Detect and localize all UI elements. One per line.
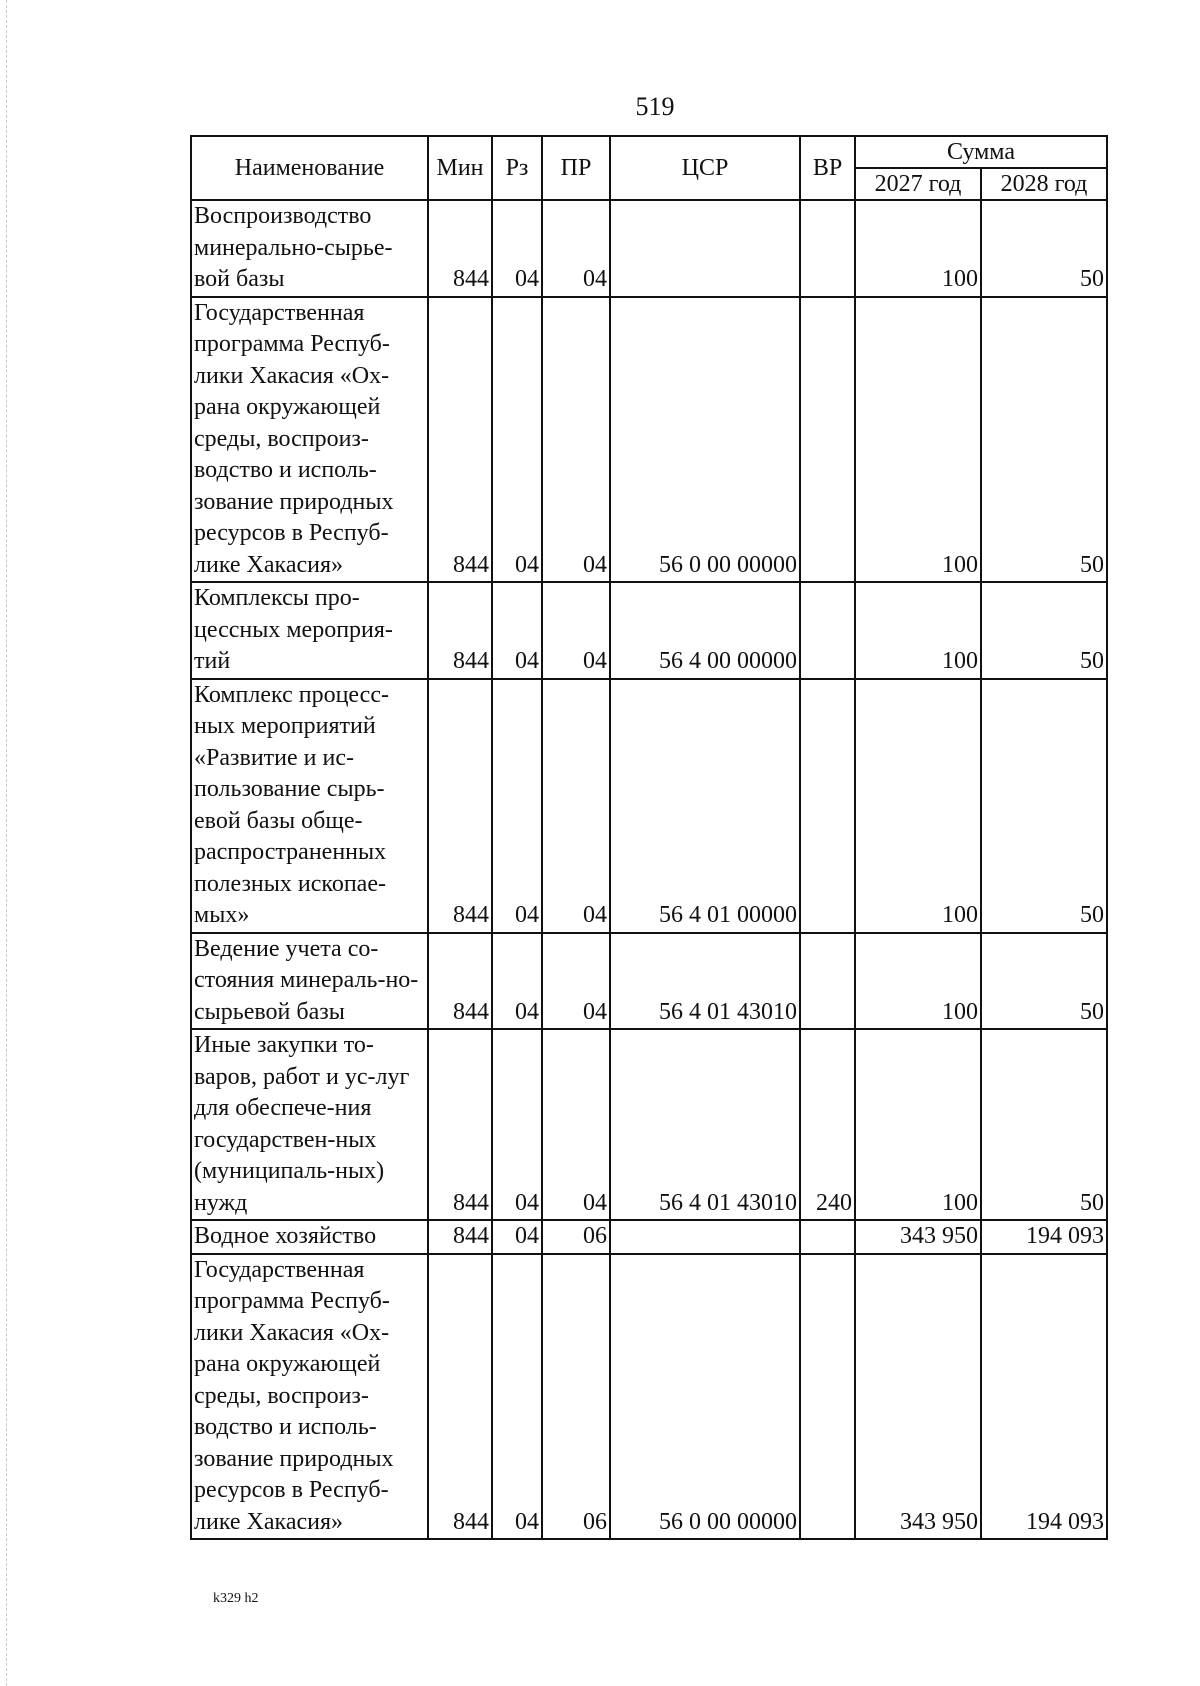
cell-y2027: 100: [855, 1029, 981, 1220]
header-csr: ЦСР: [610, 136, 800, 200]
cell-min: 844: [428, 1220, 492, 1254]
cell-csr: 56 4 01 43010: [610, 1029, 800, 1220]
cell-pr: 04: [542, 1029, 610, 1220]
cell-csr: 56 0 00 00000: [610, 1254, 800, 1540]
cell-rz: 04: [492, 1254, 542, 1540]
table-row: [191, 297, 1107, 583]
cell-vr: [800, 200, 855, 297]
header-vr: ВР: [800, 136, 855, 200]
cell-csr: 56 4 01 43010: [610, 933, 800, 1030]
cell-y2027: 343 950: [855, 1254, 981, 1540]
cell-name: Иные закупки то-варов, работ и ус-луг для обеспече-ния государствен-ных (муниципаль-ных) нужд: [191, 1029, 428, 1220]
header-year-2027: 2027 год: [855, 168, 981, 200]
cell-rz: 04: [492, 933, 542, 1030]
cell-min: 844: [428, 679, 492, 933]
cell-pr: 06: [542, 1220, 610, 1254]
cell-min: 844: [428, 582, 492, 679]
cell-y2027: 100: [855, 297, 981, 583]
cell-rz: 04: [492, 582, 542, 679]
cell-name: Ведение учета со-стояния минераль-но-сырьевой базы: [191, 933, 428, 1030]
cell-y2028: 50: [981, 582, 1107, 679]
table-header: [191, 136, 1107, 200]
cell-vr: [800, 297, 855, 583]
cell-csr: [610, 200, 800, 297]
footer-code: k329 h2: [213, 1591, 259, 1606]
table-row: [191, 679, 1107, 933]
cell-vr: [800, 933, 855, 1030]
table-row: [191, 933, 1107, 1030]
header-min: Мин: [428, 136, 492, 200]
cell-name: Воспроизводство минерально-сырье-вой базы: [191, 200, 428, 297]
cell-min: 844: [428, 200, 492, 297]
cell-vr: 240: [800, 1029, 855, 1220]
cell-csr: [610, 1220, 800, 1254]
cell-pr: 06: [542, 1254, 610, 1540]
page-number: 519: [635, 92, 675, 121]
cell-y2027: 100: [855, 679, 981, 933]
cell-y2028: 50: [981, 933, 1107, 1030]
cell-pr: 04: [542, 582, 610, 679]
cell-y2027: 343 950: [855, 1220, 981, 1254]
cell-vr: [800, 679, 855, 933]
cell-y2027: 100: [855, 933, 981, 1030]
cell-y2028: 194 093: [981, 1220, 1107, 1254]
cell-rz: 04: [492, 1220, 542, 1254]
cell-vr: [800, 1220, 855, 1254]
header-name: Наименование: [191, 136, 428, 200]
cell-rz: 04: [492, 1029, 542, 1220]
cell-pr: 04: [542, 933, 610, 1030]
table-row: [191, 1029, 1107, 1220]
header-year-2028: 2028 год: [981, 168, 1107, 200]
header-pr: ПР: [542, 136, 610, 200]
cell-min: 844: [428, 933, 492, 1030]
cell-pr: 04: [542, 200, 610, 297]
cell-min: 844: [428, 297, 492, 583]
cell-csr: 56 4 00 00000: [610, 582, 800, 679]
cell-name: Комплекс процесс-ных мероприятий «Развитие и ис-пользование сырь-евой базы обще-распространенных полезных ископае-мых»: [191, 679, 428, 933]
budget-table: [190, 135, 1108, 1540]
cell-y2028: 194 093: [981, 1254, 1107, 1540]
table-row: [191, 582, 1107, 679]
cell-rz: 04: [492, 679, 542, 933]
cell-name: Государственная программа Респуб-лики Хакасия «Ох-рана окружающей среды, воспроиз-водство и исполь-зование природных ресурсов в Респуб-лике Хакасия»: [191, 297, 428, 583]
cell-y2027: 100: [855, 582, 981, 679]
cell-pr: 04: [542, 679, 610, 933]
table-row: [191, 1254, 1107, 1540]
cell-rz: 04: [492, 297, 542, 583]
cell-vr: [800, 582, 855, 679]
cell-y2028: 50: [981, 679, 1107, 933]
table-body: [191, 200, 1107, 1539]
cell-min: 844: [428, 1254, 492, 1540]
cell-rz: 04: [492, 200, 542, 297]
cell-name: Комплексы про-цессных мероприя-тий: [191, 582, 428, 679]
cell-name: Водное хозяйство: [191, 1220, 428, 1254]
cell-y2028: 50: [981, 1029, 1107, 1220]
scan-edge-line: [6, 0, 7, 1686]
cell-name: Государственная программа Респуб-лики Хакасия «Ох-рана окружающей среды, воспроиз-водство и исполь-зование природных ресурсов в Респуб-лике Хакасия»: [191, 1254, 428, 1540]
cell-y2028: 50: [981, 297, 1107, 583]
header-rz: Рз: [492, 136, 542, 200]
header-sum: Сумма: [855, 136, 1107, 168]
cell-csr: 56 4 01 00000: [610, 679, 800, 933]
cell-vr: [800, 1254, 855, 1540]
cell-y2028: 50: [981, 200, 1107, 297]
cell-y2027: 100: [855, 200, 981, 297]
cell-min: 844: [428, 1029, 492, 1220]
cell-pr: 04: [542, 297, 610, 583]
table-row: [191, 1220, 1107, 1254]
table-row: [191, 200, 1107, 297]
cell-csr: 56 0 00 00000: [610, 297, 800, 583]
